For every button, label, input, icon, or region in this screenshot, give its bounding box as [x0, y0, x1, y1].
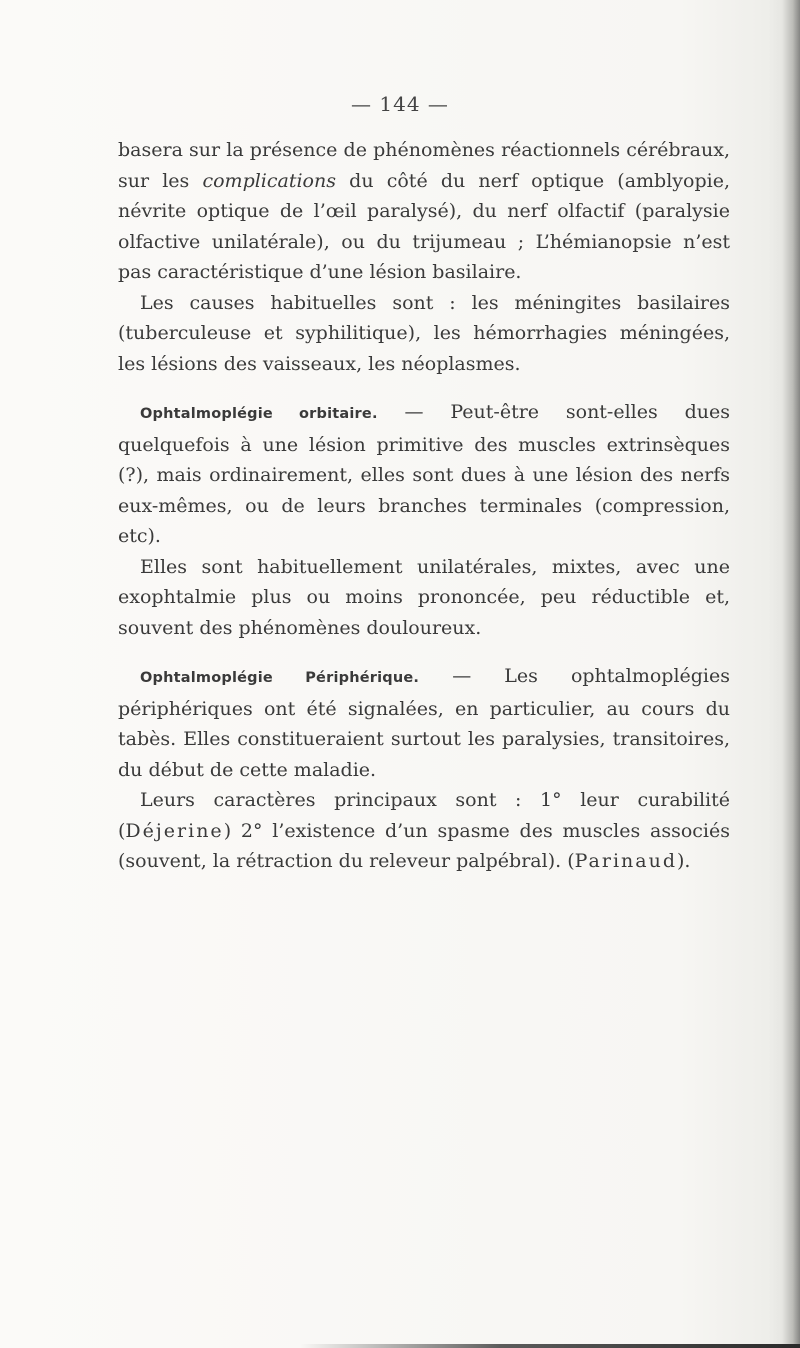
paragraph-orbital-features [118, 552, 730, 644]
paragraph-text: basera sur la présence de phénomènes réactionnels cérébraux, sur les [118, 139, 730, 192]
paragraph-text: ) 2° l’existence d’un spasme des muscles associés (souvent, la rétraction du releveur palpébral). ( [118, 819, 730, 872]
paragraph-text: ). [677, 850, 691, 872]
paragraph-text: Les causes habituelles sont : les méningites basilaires (tuberculeuse et syphilitique), les hémorrhagies méningées, les lésions des vaisseaux, les néoplasmes. [118, 291, 730, 375]
paragraph-peripheral-features [118, 785, 730, 877]
section-heading-orbitaire: Ophtalmoplégie orbitaire. [140, 406, 378, 422]
paragraph-text: Leurs caractères principaux sont : 1° leur curabilité ( [118, 789, 730, 842]
author-dejerine: Déjerine [125, 819, 224, 842]
paragraph-peripheral [118, 661, 730, 785]
paragraph-text: — Peut-être sont-elles dues quelquefois à une lésion primitive des muscles extrinsèques (?), mais ordinairement, elles sont dues à une lésion des nerfs eux-mêmes, ou de leurs branches terminales (compression, etc). [118, 401, 730, 547]
body-text [118, 135, 730, 877]
emphasis-complications: complications [202, 169, 336, 192]
paragraph-text: du côté du nerf optique (amblyopie, névrite optique de l’œil paralysé), du nerf olfactif (paralysie olfactive unilatérale), ou du trijumeau ; L’hémianopsie n’est pas caractéristique d’une lésion basilaire. [118, 169, 730, 283]
paragraph-basilar-signs [118, 135, 730, 288]
paragraph-text: — Les ophtalmoplégies périphériques ont été signalées, en particulier, au cours du tabès. Elles constitueraient surtout les paralysies, transitoires, du début de cette maladie. [118, 665, 730, 781]
paragraph-text: Elles sont habituellement unilatérales, mixtes, avec une exophtalmie plus ou moins prononcée, peu réductible et, souvent des phénomènes douloureux. [118, 555, 730, 639]
page-edge-shadow [782, 0, 800, 1348]
paragraph-causes [118, 288, 730, 380]
page-number: — 144 — [351, 92, 449, 116]
page-bottom-edge [300, 1344, 800, 1348]
section-heading-peripherique: Ophtalmoplégie Périphérique. [140, 670, 420, 686]
paragraph-orbital [118, 397, 730, 552]
author-parinaud: Parinaud [574, 850, 677, 872]
